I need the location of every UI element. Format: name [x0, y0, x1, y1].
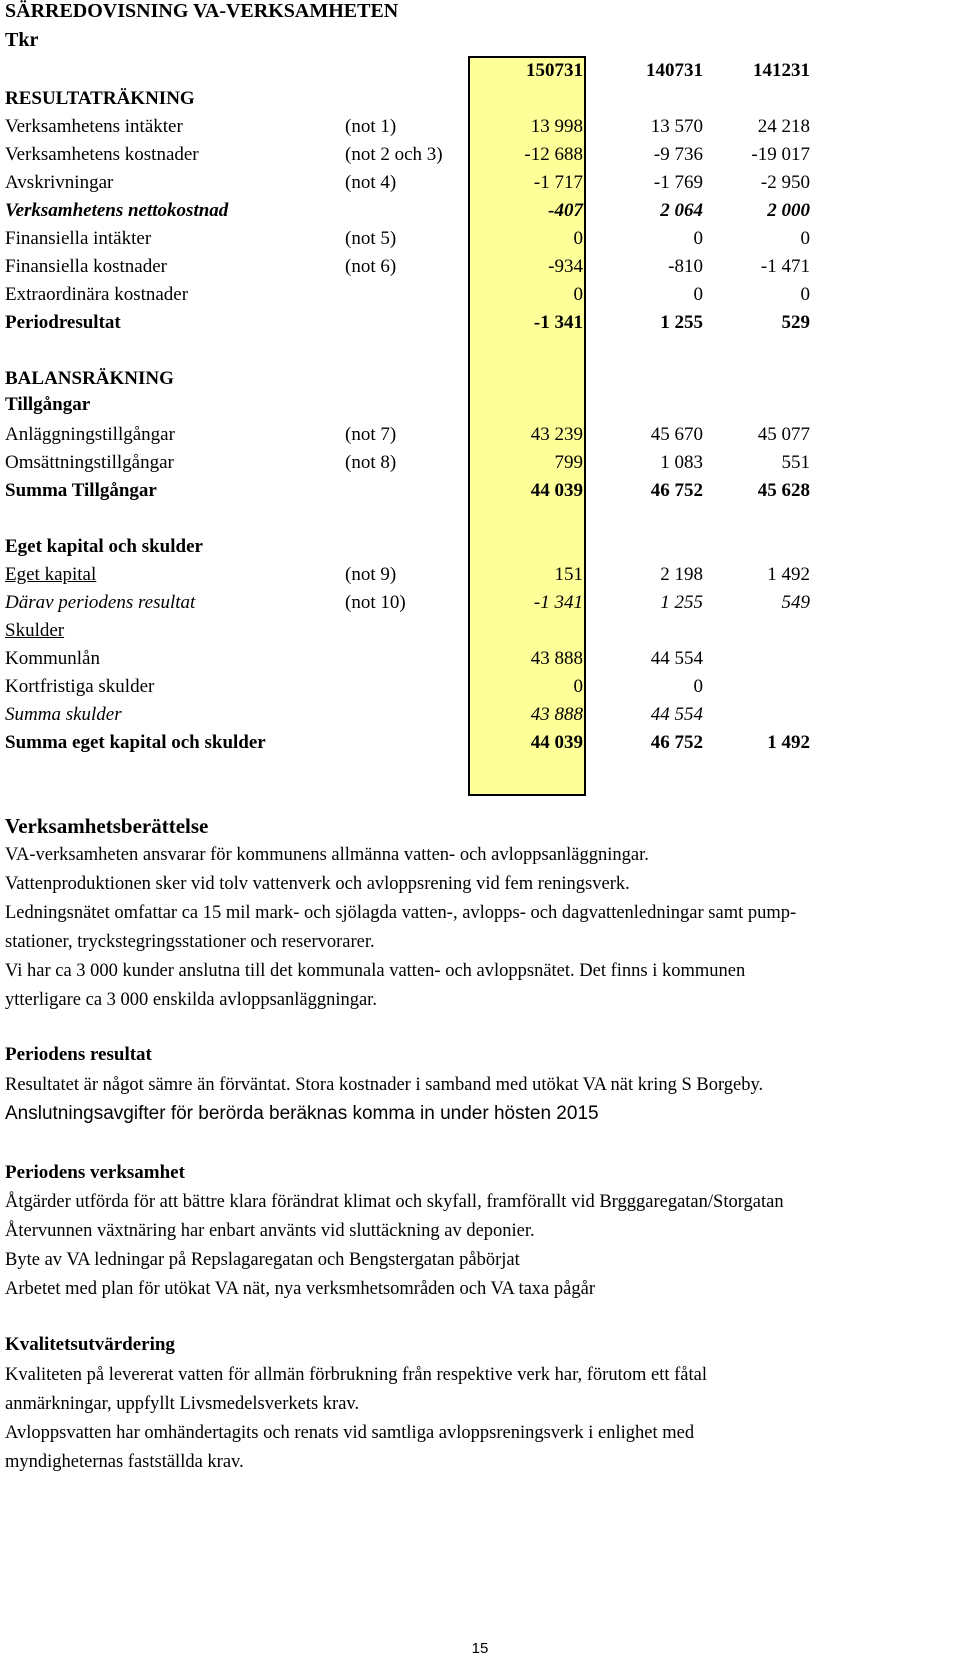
value-150731: 13 998 [530, 116, 583, 137]
value-140731: 0 [693, 284, 703, 305]
value-140731: 2 064 [660, 200, 703, 221]
row-label: Eget kapital [5, 564, 97, 585]
row-note: (not 6) [345, 256, 397, 277]
row-note: (not 7) [345, 424, 397, 445]
value-150731: -1 341 [533, 592, 583, 613]
table-row [0, 700, 960, 730]
section-title-verksamhetsberattelse: Verksamhetsberättelse [5, 814, 209, 838]
value-140731: -1 769 [653, 172, 703, 193]
section-title-kvalitetsutvardering: Kvalitetsutvärdering [5, 1334, 175, 1355]
value-150731: 43 888 [530, 648, 583, 669]
section-title-periodens-verksamhet: Periodens verksamhet [5, 1162, 185, 1183]
value-150731: 0 [573, 228, 583, 249]
paragraph-line: Avloppsvatten har omhändertagits och renats vid samtliga avloppsreningsverk i enlighet med [5, 1423, 695, 1443]
row-label: Verksamhetens kostnader [5, 144, 199, 165]
value-150731: -12 688 [524, 144, 583, 165]
row-label: Summa eget kapital och skulder [5, 732, 266, 753]
value-150731: -407 [548, 200, 583, 221]
value-140731: 46 752 [650, 732, 703, 753]
row-label: Omsättningstillgångar [5, 452, 174, 473]
row-note: (not 2 och 3) [345, 144, 443, 165]
row-label: Skulder [5, 620, 65, 641]
value-140731: 13 570 [650, 116, 703, 137]
resultat-heading: RESULTATRÄKNING [5, 88, 195, 109]
value-150731: -934 [548, 256, 583, 277]
row-label: Kommunlån [5, 648, 100, 669]
paragraph-line: VA-verksamheten ansvarar för kommunens allmänna vatten- och avloppsanläggningar. [5, 845, 649, 865]
section-title-periodens-resultat: Periodens resultat [5, 1044, 152, 1065]
row-label: Summa Tillgångar [5, 480, 157, 501]
row-label: Anläggningstillgångar [5, 424, 175, 445]
value-150731: 44 039 [530, 732, 583, 753]
paragraph-line: Resultatet är något sämre än förväntat. Stora kostnader i samband med utökat VA nät kring S Borgeby. [5, 1075, 764, 1095]
table-row [0, 308, 960, 338]
document-title: SÄRREDOVISNING VA-VERKSAMHETEN [5, 0, 399, 22]
value-150731: -1 341 [533, 312, 583, 333]
table-row [0, 280, 960, 310]
row-label: Finansiella kostnader [5, 256, 167, 277]
value-140731: 1 255 [660, 312, 703, 333]
column-header-2: 140731 [646, 60, 703, 81]
row-label: Verksamhetens nettokostnad [5, 200, 229, 221]
value-141231: 529 [781, 312, 810, 333]
value-140731: 44 554 [650, 648, 703, 669]
eget-kapital-heading: Eget kapital och skulder [5, 536, 203, 557]
table-row [0, 476, 960, 506]
value-140731: -9 736 [653, 144, 703, 165]
paragraph-line: ytterligare ca 3 000 enskilda avloppsanläggningar. [5, 990, 377, 1010]
value-141231: 45 077 [757, 424, 810, 445]
row-label: Extraordinära kostnader [5, 284, 189, 305]
table-row [0, 588, 960, 618]
value-140731: 1 083 [660, 452, 703, 473]
balans-heading: BALANSRÄKNING [5, 368, 174, 389]
value-141231: 24 218 [757, 116, 810, 137]
table-row [0, 140, 960, 170]
value-141231: 1 492 [767, 732, 810, 753]
value-140731: 45 670 [650, 424, 703, 445]
row-note: (not 4) [345, 172, 397, 193]
value-141231: 551 [781, 452, 810, 473]
value-141231: 0 [800, 284, 810, 305]
value-141231: 0 [800, 228, 810, 249]
paragraph-line: Åtgärder utförda för att bättre klara förändrat klimat och skyfall, framförallt vid Brgggaregatan/Storgatan [5, 1192, 784, 1212]
table-row [0, 728, 960, 758]
value-141231: -19 017 [751, 144, 810, 165]
row-label: Därav periodens resultat [5, 592, 196, 613]
table-row [0, 252, 960, 282]
paragraph-line: stationer, tryckstegringsstationer och reservorarer. [5, 932, 375, 952]
row-note: (not 1) [345, 116, 397, 137]
row-note: (not 9) [345, 564, 397, 585]
value-140731: -810 [668, 256, 703, 277]
tillgangar-heading: Tillgångar [5, 394, 91, 415]
paragraph-line: anmärkningar, uppfyllt Livsmedelsverkets krav. [5, 1394, 360, 1414]
table-row [0, 448, 960, 478]
paragraph-line: Anslutningsavgifter för berörda beräknas komma in under hösten 2015 [5, 1103, 599, 1124]
unit-label: Tkr [5, 29, 39, 51]
value-140731: 0 [693, 228, 703, 249]
table-row [0, 112, 960, 142]
row-label: Verksamhetens intäkter [5, 116, 183, 137]
table-row [0, 168, 960, 198]
column-header-row [0, 56, 960, 86]
row-label: Avskrivningar [5, 172, 114, 193]
value-141231: 1 492 [767, 564, 810, 585]
value-150731: -1 717 [533, 172, 583, 193]
table-row [0, 644, 960, 674]
row-label: Finansiella intäkter [5, 228, 152, 249]
value-150731: 44 039 [530, 480, 583, 501]
table-row [0, 196, 960, 226]
table-row [0, 224, 960, 254]
column-header-1: 150731 [526, 60, 583, 81]
column-header-3: 141231 [753, 60, 810, 81]
paragraph-line: Vi har ca 3 000 kunder anslutna till det kommunala vatten- och avloppsnätet. Det finns i kommunen [5, 961, 746, 981]
value-141231: -1 471 [760, 256, 810, 277]
row-label: Summa skulder [5, 704, 122, 725]
value-141231: 2 000 [767, 200, 810, 221]
table-row [0, 420, 960, 450]
value-150731: 0 [573, 676, 583, 697]
value-140731: 46 752 [650, 480, 703, 501]
value-150731: 0 [573, 284, 583, 305]
value-141231: 45 628 [757, 480, 810, 501]
value-140731: 2 198 [660, 564, 703, 585]
paragraph-line: Kvaliteten på levererat vatten för allmän förbrukning från respektive verk har, förutom ett fåtal [5, 1365, 707, 1385]
table-row [0, 560, 960, 590]
row-note: (not 5) [345, 228, 397, 249]
table-row [0, 672, 960, 702]
paragraph-line: myndigheternas fastställda krav. [5, 1452, 244, 1472]
paragraph-line: Återvunnen växtnäring har enbart använts vid sluttäckning av deponier. [5, 1221, 535, 1241]
value-150731: 151 [554, 564, 583, 585]
paragraph-line: Byte av VA ledningar på Repslagaregatan och Bengstergatan påbörjat [5, 1250, 520, 1270]
table-row [0, 616, 960, 646]
value-141231: 549 [781, 592, 810, 613]
paragraph-line: Vattenproduktionen sker vid tolv vattenverk och avloppsrening vid fem reningsverk. [5, 874, 630, 894]
paragraph-line: Arbetet med plan för utökat VA nät, nya verksmhetsområden och VA taxa pågår [5, 1279, 595, 1299]
row-label: Kortfristiga skulder [5, 676, 155, 697]
value-150731: 799 [554, 452, 583, 473]
value-150731: 43 888 [530, 704, 583, 725]
value-150731: 43 239 [530, 424, 583, 445]
value-140731: 0 [693, 676, 703, 697]
paragraph-line: Ledningsnätet omfattar ca 15 mil mark- och sjölagda vatten-, avlopps- och dagvattenledningar samt pump- [5, 903, 797, 923]
row-note: (not 10) [345, 592, 406, 613]
row-note: (not 8) [345, 452, 397, 473]
page-number: 15 [471, 1640, 489, 1657]
value-140731: 44 554 [650, 704, 703, 725]
value-141231: -2 950 [760, 172, 810, 193]
value-140731: 1 255 [660, 592, 703, 613]
row-label: Periodresultat [5, 312, 121, 333]
